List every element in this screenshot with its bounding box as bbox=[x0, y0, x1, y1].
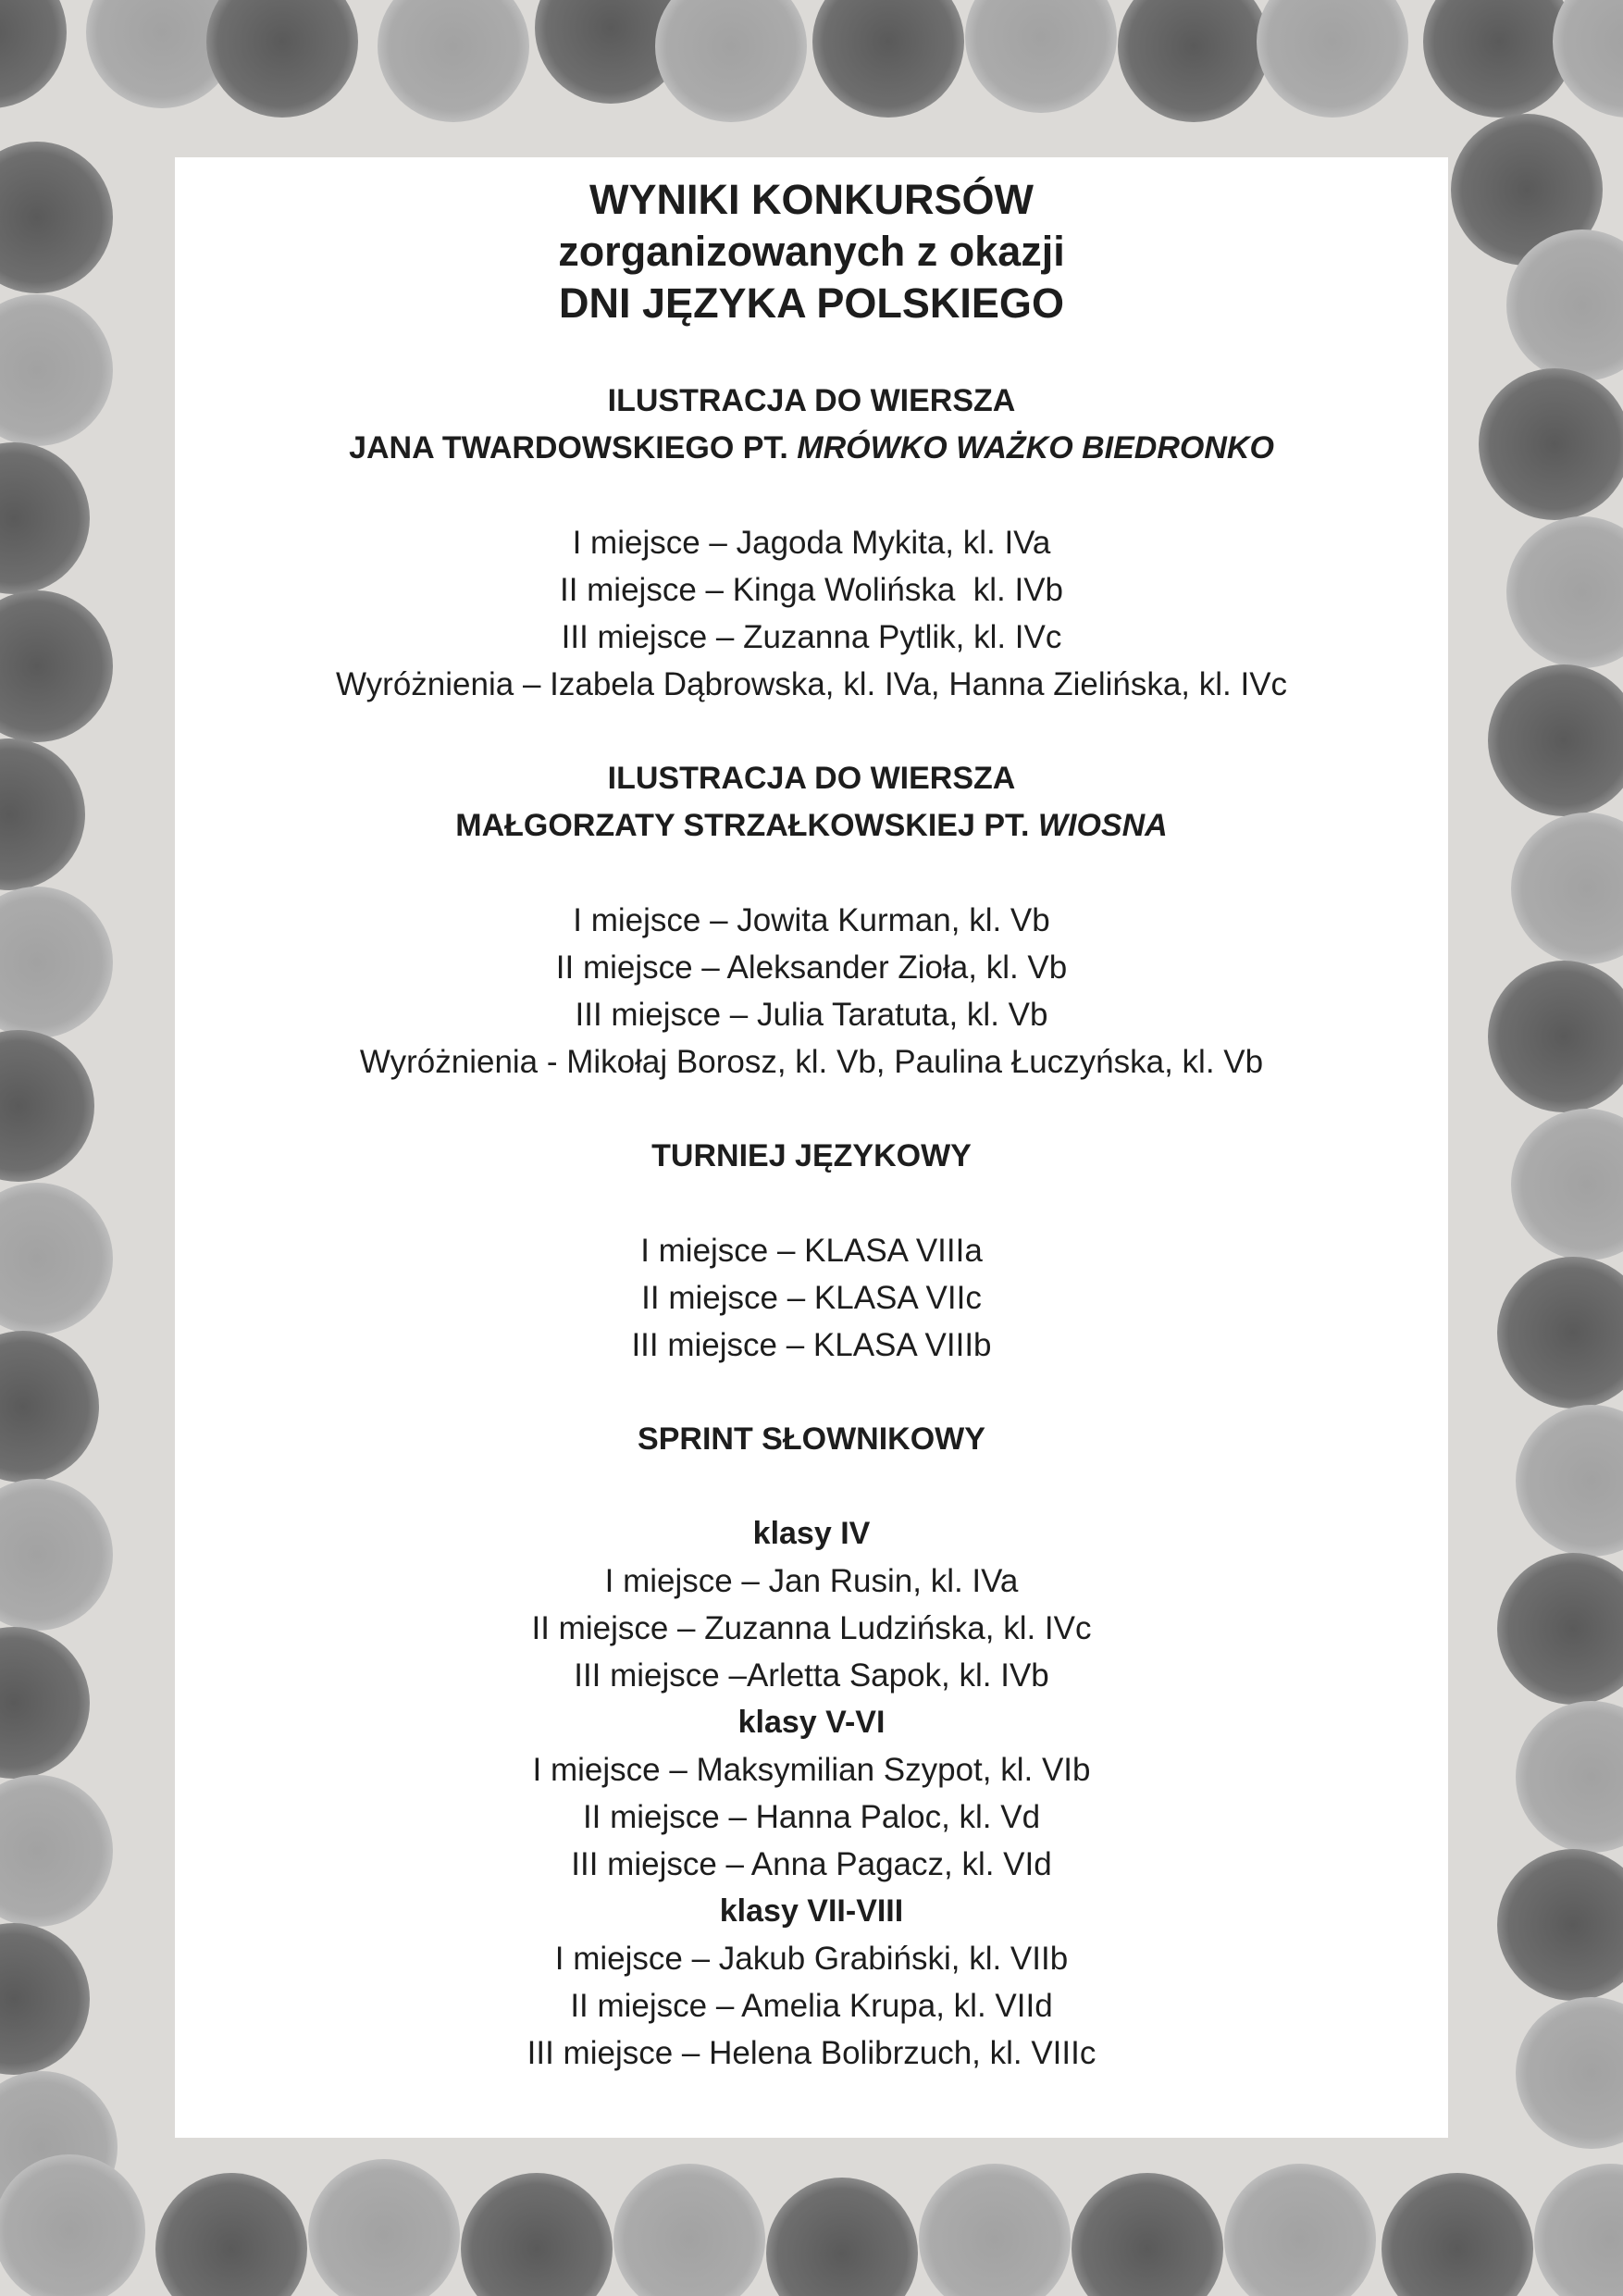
background-dot bbox=[378, 0, 529, 122]
background-dot bbox=[0, 887, 113, 1038]
title-line-1: WYNIKI KONKURSÓW bbox=[589, 176, 1034, 223]
background-dot bbox=[0, 142, 113, 293]
background-dot bbox=[0, 294, 113, 446]
result-line: II miejsce – Aleksander Zioła, kl. Vb bbox=[555, 949, 1068, 986]
result-line: II miejsce – Amelia Krupa, kl. VIId bbox=[570, 1988, 1053, 2024]
background-dot bbox=[1497, 1849, 1623, 2001]
background-dot bbox=[965, 0, 1117, 113]
background-dot bbox=[0, 1030, 94, 1182]
result-line: Wyróżnienia - Mikołaj Borosz, kl. Vb, Paulina Łuczyńska, kl. Vb bbox=[359, 1044, 1264, 1080]
result-line: III miejsce – Zuzanna Pytlik, kl. IVc bbox=[561, 619, 1062, 655]
section-heading: TURNIEJ JĘZYKOWY bbox=[651, 1138, 972, 1173]
poem-title: WIOSNA bbox=[1037, 808, 1168, 843]
background-dot bbox=[0, 738, 85, 890]
background-dot bbox=[1072, 2173, 1223, 2296]
background-dot bbox=[0, 1331, 99, 1483]
group-klasy-iv bbox=[175, 1510, 1448, 1699]
result-line: I miejsce – Jowita Kurman, kl. Vb bbox=[573, 902, 1050, 938]
result-line: II miejsce – KLASA VIIc bbox=[641, 1280, 982, 1316]
background-dot bbox=[0, 1479, 113, 1631]
background-dot bbox=[1224, 2164, 1376, 2296]
title-line-3: DNI JĘZYKA POLSKIEGO bbox=[559, 279, 1064, 327]
background-dot bbox=[1511, 1109, 1623, 1260]
result-line: III miejsce –Arletta Sapok, kl. IVb bbox=[574, 1657, 1049, 1694]
background-dot bbox=[0, 1183, 113, 1334]
background-dot bbox=[1488, 961, 1623, 1112]
background-dot bbox=[0, 442, 90, 594]
subheading-prefix: JANA TWARDOWSKIEGO PT. bbox=[349, 430, 798, 465]
result-line: I miejsce – Jagoda Mykita, kl. IVa bbox=[572, 525, 1051, 561]
background-dot bbox=[0, 0, 67, 108]
result-line: III miejsce – Julia Taratuta, kl. Vb bbox=[575, 997, 1048, 1033]
background-dot bbox=[461, 2173, 613, 2296]
background-dot bbox=[0, 1627, 90, 1779]
section-language-tournament bbox=[175, 1133, 1448, 1369]
group-label: klasy V-VI bbox=[737, 1705, 886, 1740]
background-dot bbox=[1497, 1553, 1623, 1705]
background-dot bbox=[1506, 516, 1623, 668]
background-dot bbox=[766, 2178, 918, 2296]
group-label: klasy VII-VIII bbox=[719, 1893, 904, 1929]
result-line: II miejsce – Kinga Wolińska kl. IVb bbox=[559, 572, 1064, 608]
background-dot bbox=[1516, 1405, 1623, 1557]
result-line: Wyróżnienia – Izabela Dąbrowska, kl. IVa, Hanna Zielińska, kl. IVc bbox=[335, 666, 1288, 702]
background-dot bbox=[1516, 1701, 1623, 1853]
background-dot bbox=[1381, 2173, 1533, 2296]
section-subheading bbox=[175, 425, 1448, 472]
background-dot bbox=[1516, 1997, 1623, 2149]
background-dot bbox=[919, 2164, 1071, 2296]
background-dot bbox=[0, 1775, 113, 1927]
section-subheading bbox=[175, 802, 1448, 850]
background-dot bbox=[1423, 0, 1575, 118]
background-dot bbox=[812, 0, 964, 118]
background-dot bbox=[1534, 2164, 1623, 2296]
result-line: II miejsce – Zuzanna Ludzińska, kl. IVc bbox=[531, 1610, 1092, 1646]
background-dot bbox=[155, 2173, 307, 2296]
background-dot bbox=[0, 1923, 90, 2075]
page-title bbox=[175, 174, 1448, 329]
background-dot bbox=[1497, 1257, 1623, 1409]
result-line: III miejsce – KLASA VIIIb bbox=[631, 1327, 992, 1363]
group-label: klasy IV bbox=[752, 1516, 871, 1551]
title-line-2: zorganizowanych z okazji bbox=[558, 228, 1065, 275]
background-dot bbox=[1553, 0, 1623, 118]
result-line: I miejsce – Jan Rusin, kl. IVa bbox=[604, 1563, 1019, 1599]
background-dot bbox=[1511, 813, 1623, 964]
background-dot bbox=[1488, 664, 1623, 816]
background-dot bbox=[0, 590, 113, 742]
section-dictionary-sprint bbox=[175, 1416, 1448, 2077]
result-line: III miejsce – Anna Pagacz, kl. VId bbox=[571, 1846, 1052, 1882]
background-dot bbox=[655, 0, 807, 122]
result-line: III miejsce – Helena Bolibrzuch, kl. VIIIc bbox=[527, 2035, 1096, 2071]
section-illustration-twardowski bbox=[175, 378, 1448, 708]
background-dot bbox=[1479, 368, 1623, 520]
background-dot bbox=[613, 2164, 765, 2296]
background-dot bbox=[1118, 0, 1270, 122]
poem-title: MRÓWKO WAŻKO BIEDRONKO bbox=[797, 430, 1274, 465]
section-heading: ILUSTRACJA DO WIERSZA bbox=[607, 383, 1016, 418]
background-dot bbox=[0, 2154, 145, 2296]
results-card bbox=[175, 157, 1448, 2138]
group-klasy-vii-viii bbox=[175, 1888, 1448, 2077]
result-line: I miejsce – KLASA VIIIa bbox=[640, 1233, 983, 1269]
section-illustration-strzalkowska bbox=[175, 755, 1448, 1086]
section-heading: SPRINT SŁOWNIKOWY bbox=[638, 1421, 985, 1457]
background-dot bbox=[206, 0, 358, 118]
background-dot bbox=[308, 2159, 460, 2296]
group-klasy-v-vi bbox=[175, 1699, 1448, 1888]
section-heading: ILUSTRACJA DO WIERSZA bbox=[607, 761, 1016, 796]
result-line: I miejsce – Jakub Grabiński, kl. VIIb bbox=[554, 1941, 1069, 1977]
result-line: II miejsce – Hanna Paloc, kl. Vd bbox=[582, 1799, 1041, 1835]
result-line: I miejsce – Maksymilian Szypot, kl. VIb bbox=[532, 1752, 1091, 1788]
background-dot bbox=[1257, 0, 1408, 118]
subheading-prefix: MAŁGORZATY STRZAŁKOWSKIEJ PT. bbox=[455, 808, 1038, 843]
